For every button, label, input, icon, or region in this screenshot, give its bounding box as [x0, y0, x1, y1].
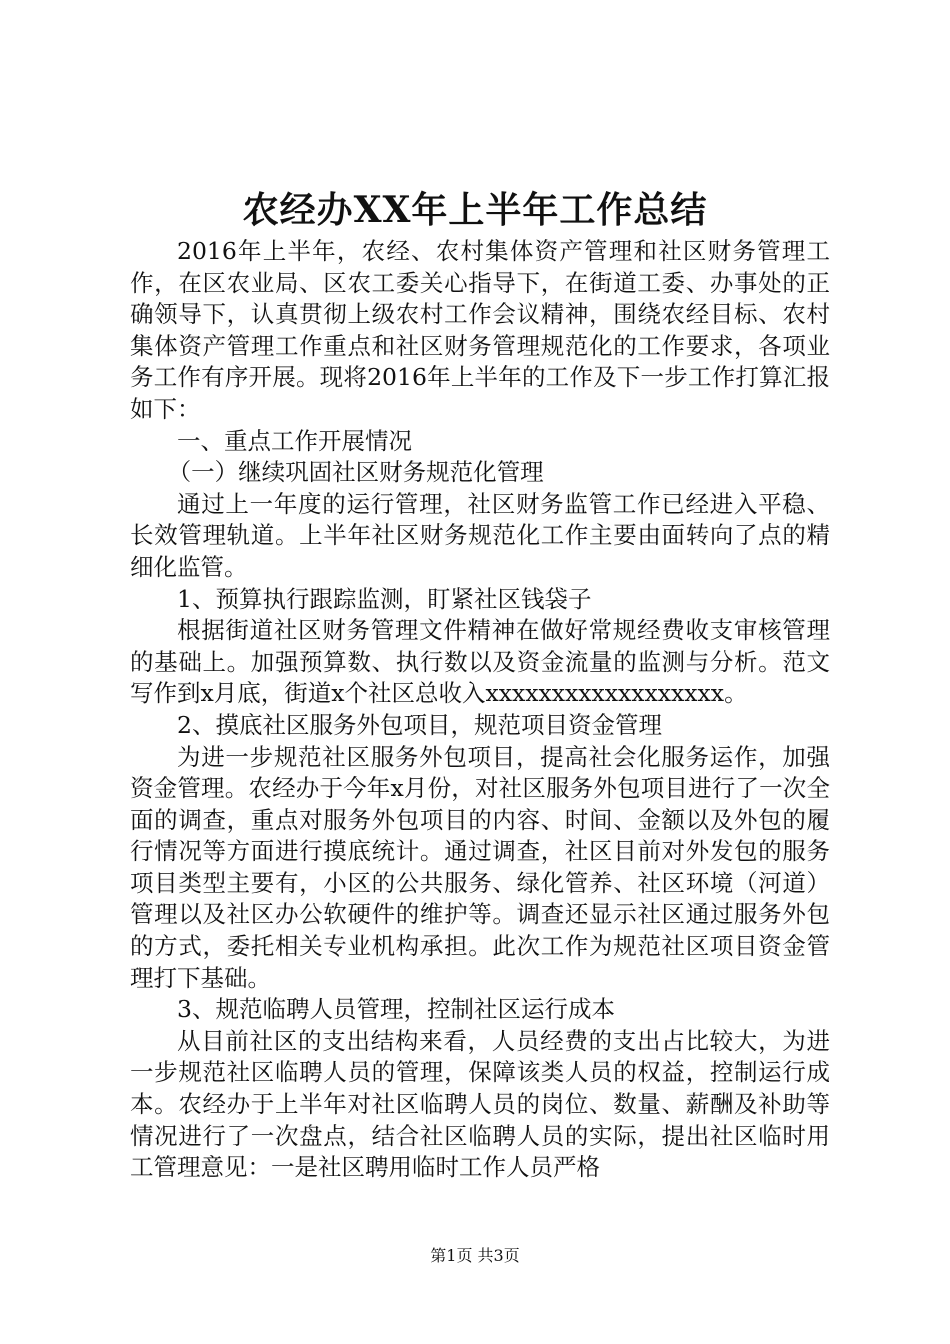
document-body	[130, 236, 830, 1184]
paragraph-body: 根据街道社区财务管理文件精神在做好常规经费收支审核管理的基础上。加强预算数、执行数以及资金流量的监测与分析。范文写作到x月底，街道x个社区总收入xxxxxxxxxxxxxxxxxx。	[130, 616, 830, 708]
subsection-heading: （一）继续巩固社区财务规范化管理	[167, 458, 544, 487]
page-footer: 第1页 共3页	[430, 1246, 520, 1265]
section-heading: 一、重点工作开展情况	[177, 426, 412, 455]
paragraph-body: 为进一步规范社区服务外包项目，提高社会化服务运作，加强资金管理。农经办于今年x月份，对社区服务外包项目进行了一次全面的调查，重点对服务外包项目的内容、时间、金额以及外包的履行情况等方面进行摸底统计。通过调查，社区目前对外发包的服务项目类型主要有，小区的公共服务、绿化管养、社区环境（河道）管理以及社区办公软硬件的维护等。调查还显示社区通过服务外包的方式，委托相关专业机构承担。此次工作为规范社区项目资金管理打下基础。	[130, 742, 830, 992]
document-title: 农经办XX年上半年工作总结	[242, 189, 708, 231]
item-heading-1: 1、预算执行跟踪监测，盯紧社区钱袋子	[177, 584, 592, 613]
item-heading-3: 3、规范临聘人员管理，控制社区运行成本	[177, 995, 615, 1024]
paragraph-body: 通过上一年度的运行管理，社区财务监管工作已经进入平稳、长效管理轨道。上半年社区财务规范化工作主要由面转向了点的精细化监管。	[130, 489, 830, 581]
paragraph-intro: 2016年上半年，农经、农村集体资产管理和社区财务管理工作，在区农业局、区农工委关心指导下，在街道工委、办事处的正确领导下，认真贯彻上级农村工作会议精神，围绕农经目标、农村集体资产管理工作重点和社区财务管理规范化的工作要求，各项业务工作有序开展。现将2016年上半年的工作及下一步工作打算汇报如下：	[130, 237, 830, 423]
paragraph-body: 从目前社区的支出结构来看，人员经费的支出占比较大，为进一步规范社区临聘人员的管理，保障该类人员的权益，控制运行成本。农经办于上半年对社区临聘人员的岗位、数量、薪酬及补助等情况进行了一次盘点，结合社区临聘人员的实际，提出社区临时用工管理意见：一是社区聘用临时工作人员严格	[130, 1026, 830, 1182]
item-heading-2: 2、摸底社区服务外包项目，规范项目资金管理	[177, 710, 662, 739]
